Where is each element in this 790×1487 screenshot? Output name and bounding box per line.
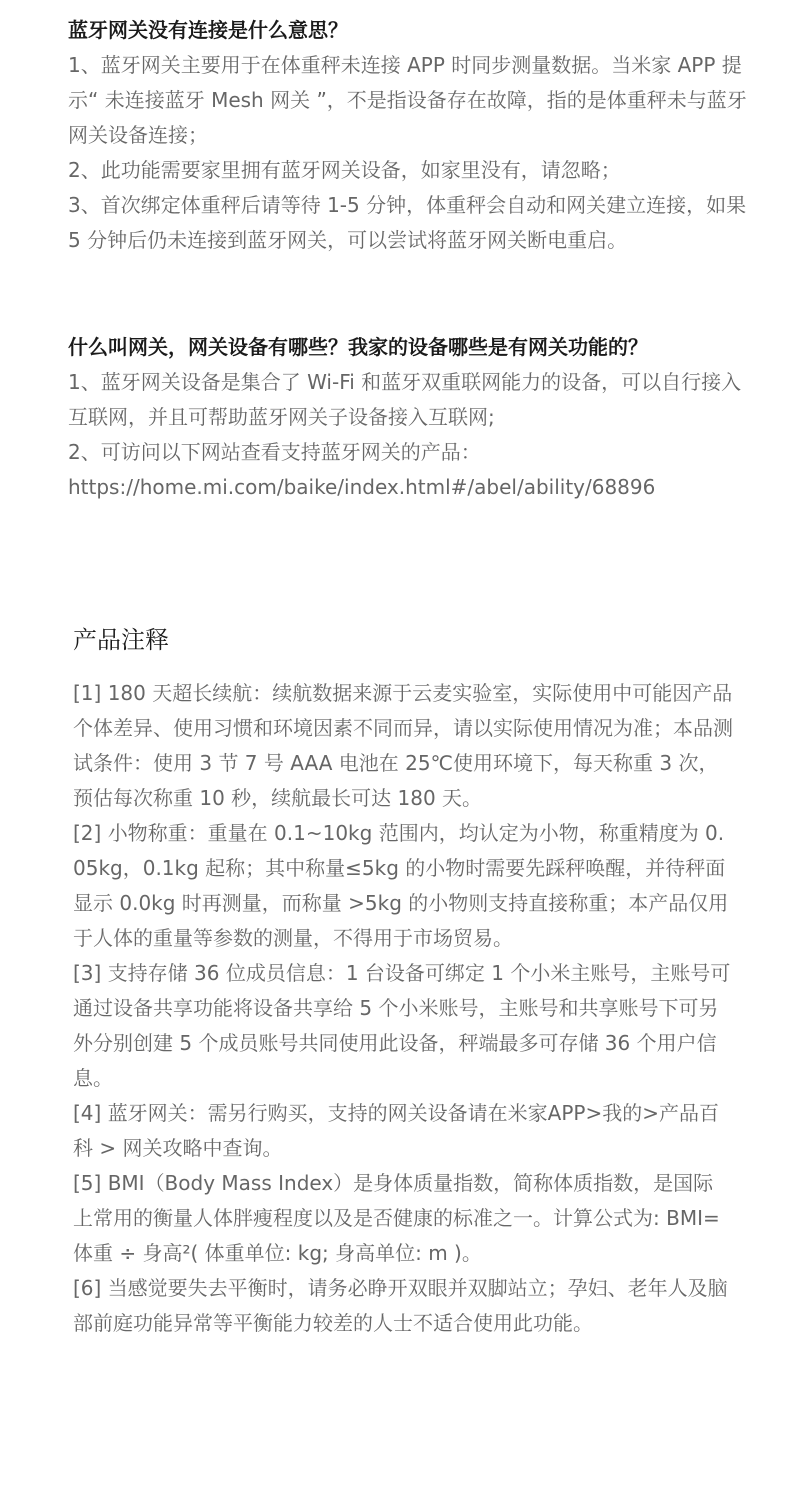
notes-title: 产品注释 bbox=[73, 626, 169, 654]
note-item: [4] 蓝牙网关：需另行购买，支持的网关设备请在米家APP>我的>产品百科 > 网关攻略中查询。 bbox=[73, 1101, 720, 1160]
gateway-products-link[interactable]: https://home.mi.com/baike/index.html#/abel/ability/68896 bbox=[68, 475, 656, 499]
faq-answer-item: 1、蓝牙网关主要用于在体重秤未连接 APP 时同步测量数据。当米家 APP 提示“ 未连接蓝牙 Mesh 网关 ”，不是指设备存在故障，指的是体重秤未与蓝牙网关设备连接； bbox=[68, 53, 747, 147]
note-item: [5] BMI（Body Mass Index）是身体质量指数，简称体质指数，是国际上常用的衡量人体胖瘦程度以及是否健康的标准之一。计算公式为: BMI= 体重 ÷ 身高²( 体重单位: kg; 身高单位: m )。 bbox=[73, 1171, 720, 1265]
faq-question: 什么叫网关，网关设备有哪些？我家的设备哪些是有网关功能的？ bbox=[68, 335, 648, 359]
note-item: [3] 支持存储 36 位成员信息：1 台设备可绑定 1 个小米主账号，主账号可通过设备共享功能将设备共享给 5 个小米账号，主账号和共享账号下可另外分别创建 5 个成员账号共同使用此设备，秤端最多可存储 36 个用户信息。 bbox=[73, 961, 731, 1090]
faq-answer bbox=[68, 48, 748, 258]
faq-answer-item: 3、首次绑定体重秤后请等待 1-5 分钟，体重秤会自动和网关建立连接，如果 5 分钟后仍未连接到蓝牙网关，可以尝试将蓝牙网关断电重启。 bbox=[68, 193, 747, 252]
faq-answer-item: 2、此功能需要家里拥有蓝牙网关设备，如家里没有，请忽略； bbox=[68, 158, 621, 182]
faq-question: 蓝牙网关没有连接是什么意思？ bbox=[68, 18, 348, 42]
note-item: [6] 当感觉要失去平衡时，请务必睁开双眼并双脚站立；孕妇、老年人及脑部前庭功能异常等平衡能力较差的人士不适合使用此功能。 bbox=[73, 1276, 728, 1335]
faq-answer bbox=[68, 365, 748, 505]
faq-what-is-gateway bbox=[68, 330, 748, 505]
faq-gateway-not-connected bbox=[68, 13, 748, 258]
product-notes bbox=[73, 620, 733, 1341]
faq-answer-item: 1、蓝牙网关设备是集合了 Wi-Fi 和蓝牙双重联网能力的设备，可以自行接入互联网，并且可帮助蓝牙网关子设备接入互联网; bbox=[68, 370, 742, 429]
note-item: [2] 小物称重：重量在 0.1~10kg 范围内，均认定为小物，称重精度为 0.05kg，0.1kg 起称；其中称量≤5kg 的小物时需要先踩秤唤醒，并待秤面显示 0.0kg 时再测量，而称量 >5kg 的小物则支持直接称重；本产品仅用于人体的重量等参数的测量，不得用于市场贸易。 bbox=[73, 821, 729, 950]
notes-list bbox=[73, 676, 733, 1341]
note-item: [1] 180 天超长续航：续航数据来源于云麦实验室，实际使用中可能因产品个体差异、使用习惯和环境因素不同而异，请以实际使用情况为准；本品测试条件：使用 3 节 7 号 AAA 电池在 25℃使用环境下，每天称重 3 次，预估每次称重 10 秒，续航最长可达 180 天。 bbox=[73, 681, 733, 810]
faq-answer-item: 2、可访问以下网站查看支持蓝牙网关的产品： bbox=[68, 440, 481, 464]
